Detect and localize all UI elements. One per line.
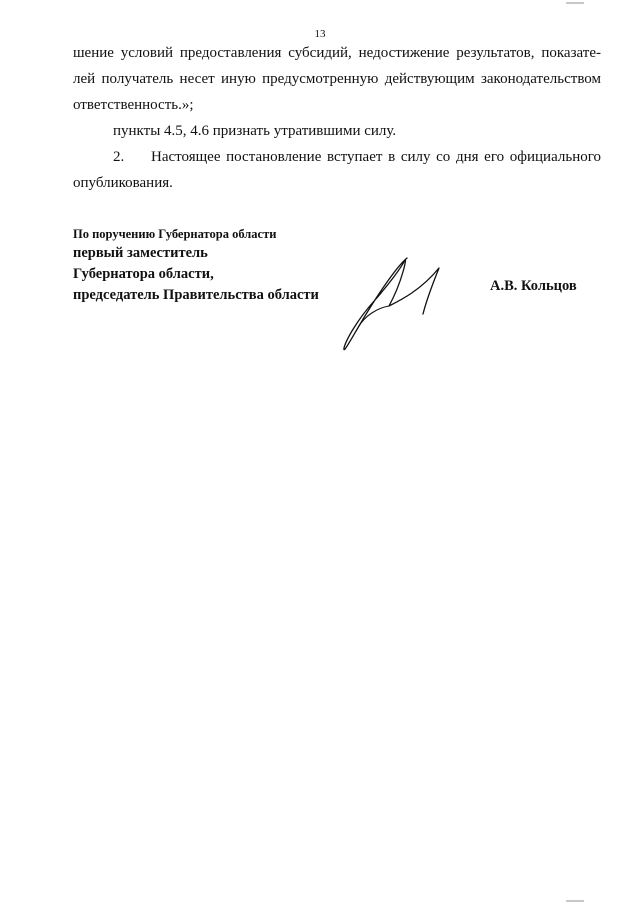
signatory-name: А.В. Кольцов bbox=[490, 278, 577, 294]
signature-instruction: По поручению Губернатора области bbox=[73, 227, 277, 241]
page-number: 13 bbox=[314, 28, 326, 40]
item-2-number: 2. bbox=[113, 149, 125, 165]
item-2-text: Настоящее постановление вступает в силу со дня его официального bbox=[151, 149, 601, 165]
item-2-line-2: опубликования. bbox=[73, 175, 173, 191]
body-line-3: ответственность.»; bbox=[73, 97, 194, 113]
signatory-title-line-3: председатель Правительства области bbox=[73, 287, 319, 303]
scan-mark-top bbox=[566, 2, 584, 4]
body-line-2: лей получатель несет иную предусмотренную действующим законодательством bbox=[73, 71, 601, 87]
document-body bbox=[73, 40, 601, 196]
signatory-title-line-1: первый заместитель bbox=[73, 245, 208, 261]
handwritten-signature bbox=[335, 250, 455, 360]
signatory-title-line-2: Губернатора области, bbox=[73, 266, 214, 282]
item-2-line-1 bbox=[73, 144, 601, 170]
scan-mark-bottom bbox=[566, 900, 584, 902]
signature-block bbox=[73, 225, 319, 306]
body-line-4: пункты 4.5, 4.6 признать утратившими силу. bbox=[113, 123, 397, 139]
body-line-1: шение условий предоставления субсидий, недостижение результатов, показате- bbox=[73, 45, 601, 61]
